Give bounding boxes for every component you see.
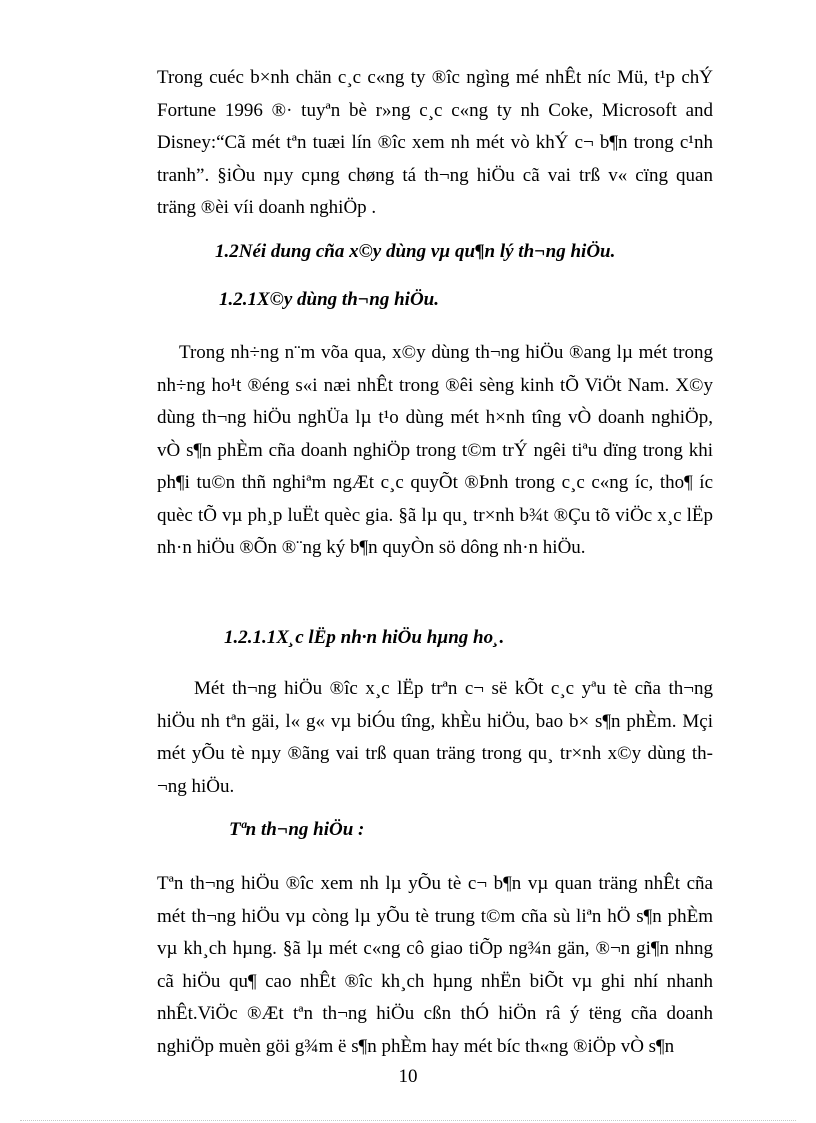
paragraph-brand-importance: Trong cuéc b×nh chän c¸c c«ng ty ®îc ngìng mé nhÊt níc Mü, t¹p chÝ Fortune 1996 ®· tuyªn bè r»ng c¸c c«ng ty nh Coke, Microsoft and Disney:“Cã mét tªn tuæi lín ®îc xem nh mét vò khÝ c¬ b¶n trong c¹nh tranh”. §iÒu nµy cµng chøng tá th¬ng hiÖu cã vai trß v« cïng quan träng ®èi víi doanh nghiÖp . <box>157 67 713 218</box>
page-bottom-divider <box>20 1120 796 1121</box>
heading-section-1-2: 1.2Néi dung cña x©y dùng vµ qu¶n lý th¬ng hiÖu. <box>215 241 616 262</box>
heading-section-1-2-1-1: 1.2.1.1X¸c lËp nh·n hiÖu hµng ho¸. <box>224 627 505 648</box>
paragraph-brand-name: Tªn th¬ng hiÖu ®îc xem nh lµ yÕu tè c¬ b¶n vµ quan träng nhÊt cña mét th¬ng hiÖu vµ còng lµ yÕu tè trung t©m cña sù liªn hÖ s¶n phÈm vµ kh¸ch hµng. §ã lµ mét c«ng cô giao tiÕp ng¾n gän, ®¬n gi¶n nhng cã hiÖu qu¶ cao nhÊt ®îc kh¸ch hµng nhËn biÕt vµ ghi nhí nhanh nhÊt.ViÖc ®Æt tªn th¬ng hiÖu cßn thÓ hiÖn râ ý tëng cña doanh nghiÖp muèn göi g¾m ë s¶n phÈm hay mét bíc th«ng ®iÖp vÒ s¶n <box>157 873 713 1057</box>
paragraph-brand-building: Trong nh÷ng n¨m võa qua, x©y dùng th¬ng hiÖu ®ang lµ mét trong nh÷ng ho¹t ®éng s«i næi nhÊt trong ®êi sèng kinh tÕ ViÖt Nam. X©y dùng th¬ng hiÖu nghÜa lµ t¹o dùng mét h×nh tîng vÒ doanh nghiÖp, vÒ s¶n phÈm cña doanh nghiÖp trong t©m trÝ ngêi tiªu dïng trong khi ph¶i tu©n thñ nghiªm ngÆt c¸c quyÕt ®Þnh trong c¸c c«ng íc, tho¶ íc quèc tÕ vµ ph¸p luËt quèc gia. §ã lµ qu¸ tr×nh b¾t ®Çu tõ viÖc x¸c lËp nh·n hiÖu ®Õn ®¨ng ký b¶n quyÒn sö dông nh·n hiÖu. <box>157 342 713 558</box>
page-number: 10 <box>398 1066 418 1087</box>
heading-section-1-2-1: 1.2.1X©y dùng th¬ng hiÖu. <box>219 289 439 310</box>
paragraph-brand-elements: Mét th¬ng hiÖu ®îc x¸c lËp trªn c¬ së kÕt c¸c yªu tè cña th¬ng hiÖu nh tªn gäi, l« g« vµ biÓu tîng, khÈu hiÖu, bao b× s¶n phÈm. Mçi mét yÕu tè nµy ®ãng vai trß quan träng trong qu¸ tr×nh x©y dùng th¬ng hiÖu. <box>157 678 713 797</box>
heading-brand-name: Tªn th¬ng hiÖu : <box>229 819 365 840</box>
